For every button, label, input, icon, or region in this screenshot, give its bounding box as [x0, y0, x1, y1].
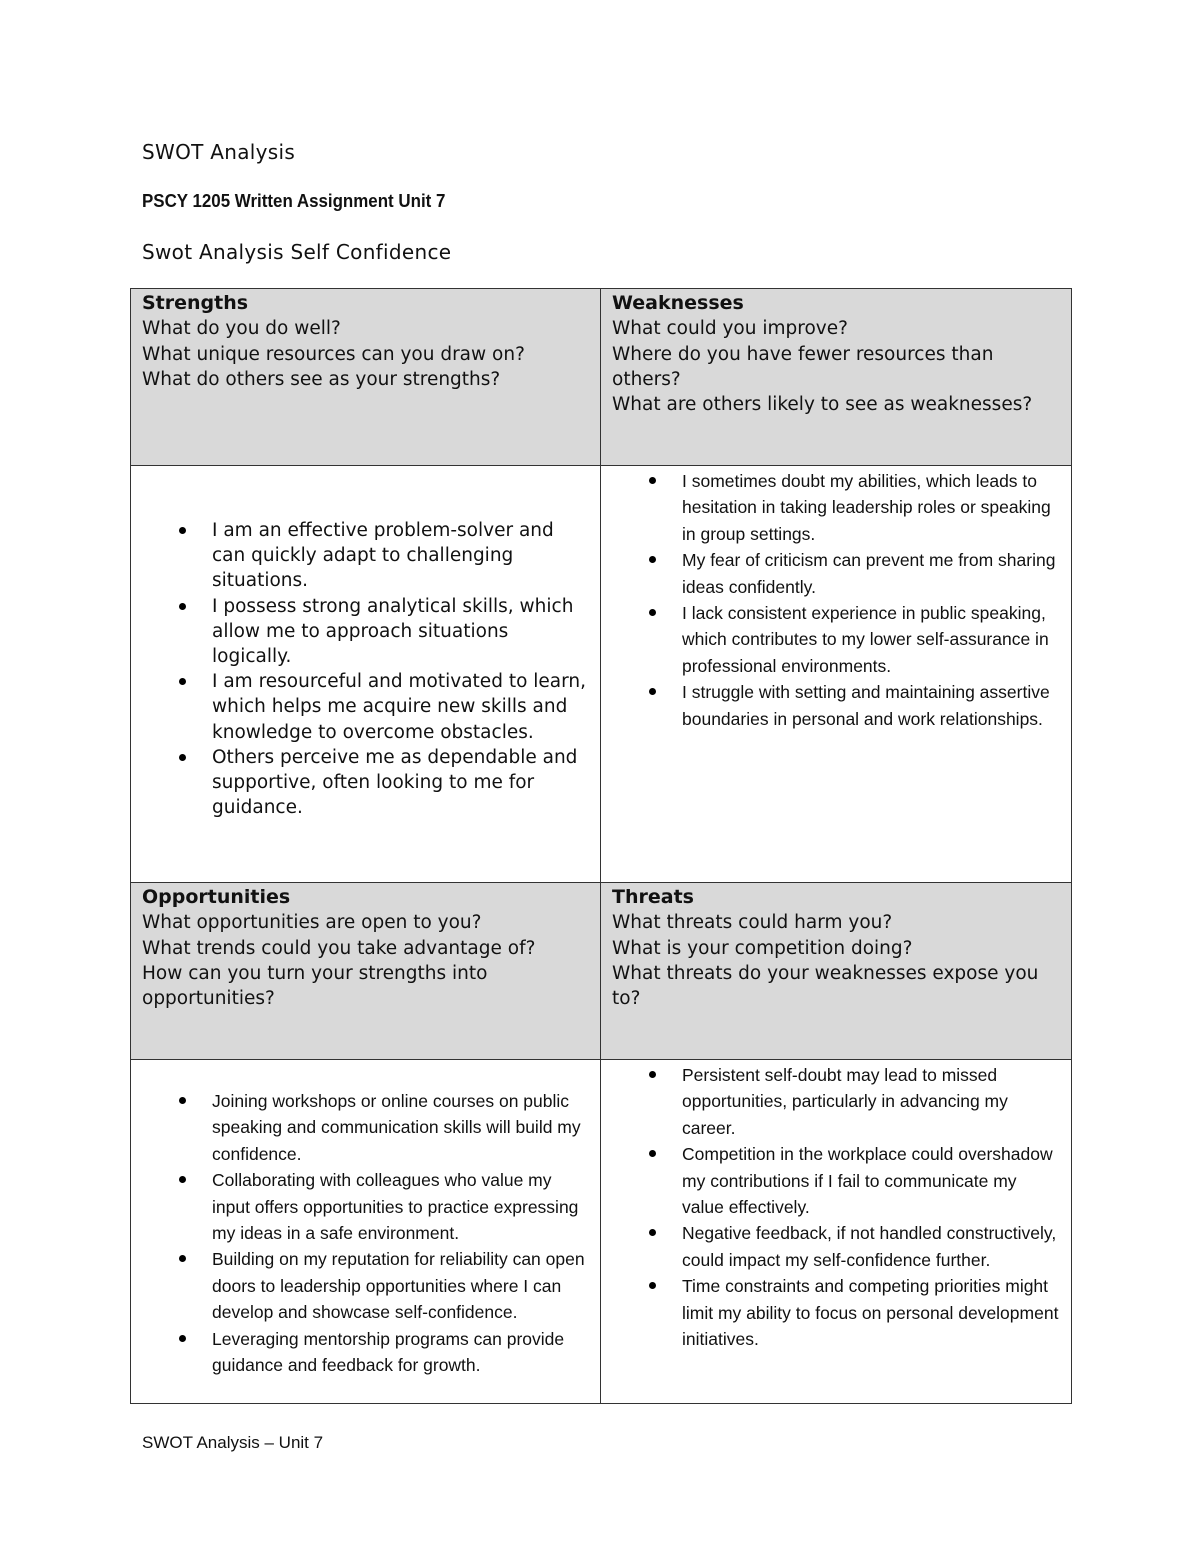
weaknesses-question: What could you improve?	[612, 318, 848, 340]
threats-item: Time constraints and competing priorities might limit my ability to focus on personal development initiatives.	[601, 1273, 1071, 1352]
threats-header-cell	[601, 883, 1072, 1060]
strengths-item: Others perceive me as dependable and supportive, often looking to me for guidance.	[131, 745, 600, 821]
opportunities-header-cell	[131, 883, 601, 1060]
weaknesses-question: What are others likely to see as weaknesses?	[612, 394, 1033, 416]
strengths-label: Strengths	[142, 292, 249, 314]
document-title: SWOT Analysis	[142, 140, 296, 164]
strengths-question: What unique resources can you draw on?	[142, 343, 525, 365]
page-footer: SWOT Analysis – Unit 7	[142, 1433, 324, 1452]
document-subtitle: PSCY 1205 Written Assignment Unit 7	[142, 191, 446, 211]
opportunities-content-cell	[131, 1060, 601, 1404]
weaknesses-question: Where do you have fewer resources than others?	[612, 343, 994, 390]
threats-item: Persistent self-doubt may lead to missed opportunities, particularly in advancing my career.	[601, 1062, 1071, 1141]
opportunities-question: How can you turn your strengths into opportunities?	[142, 962, 488, 1010]
strengths-question: What do you do well?	[142, 318, 341, 340]
threats-content-cell	[601, 1060, 1072, 1404]
opportunities-item: Joining workshops or online courses on public speaking and communication skills will build my confidence.	[131, 1088, 600, 1167]
opportunities-item: Collaborating with colleagues who value my input offers opportunities to practice expressing my ideas in a safe environment.	[131, 1167, 600, 1246]
weaknesses-item: I struggle with setting and maintaining assertive boundaries in personal and work relationships.	[601, 679, 1071, 732]
weaknesses-item: My fear of criticism can prevent me from sharing ideas confidently.	[601, 547, 1071, 600]
threats-question: What threats could harm you?	[612, 912, 893, 934]
weaknesses-header-cell	[601, 289, 1072, 466]
strengths-header-cell	[131, 289, 601, 466]
opportunities-list	[131, 1060, 600, 1378]
strengths-list	[131, 466, 600, 820]
strengths-item: I possess strong analytical skills, which allow me to approach situations logically.	[131, 594, 600, 670]
threats-item: Negative feedback, if not handled constructively, could impact my self-confidence further.	[601, 1220, 1071, 1273]
threats-item: Competition in the workplace could overshadow my contributions if I fail to communicate my value effectively.	[601, 1141, 1071, 1220]
weaknesses-label: Weaknesses	[612, 292, 744, 314]
opportunities-question: What opportunities are open to you?	[142, 912, 482, 934]
strengths-item: I am resourceful and motivated to learn, which helps me acquire new skills and knowledge to overcome obstacles.	[131, 669, 600, 745]
threats-question: What is your competition doing?	[612, 937, 913, 959]
document-heading: Swot Analysis Self Confidence	[142, 240, 452, 264]
weaknesses-item: I lack consistent experience in public speaking, which contributes to my lower self-assurance in professional environments.	[601, 600, 1071, 679]
threats-question: What threats do your weaknesses expose you to?	[612, 962, 1039, 1010]
opportunities-question: What trends could you take advantage of?	[142, 937, 536, 959]
opportunities-item: Building on my reputation for reliability can open doors to leadership opportunities where I can develop and showcase self-confidence.	[131, 1246, 600, 1325]
weaknesses-list	[601, 466, 1071, 732]
strengths-question: What do others see as your strengths?	[142, 368, 501, 390]
threats-label: Threats	[612, 886, 694, 908]
opportunities-item: Leveraging mentorship programs can provide guidance and feedback for growth.	[131, 1326, 600, 1379]
strengths-item: I am an effective problem-solver and can quickly adapt to challenging situations.	[131, 518, 600, 594]
strengths-content-cell	[131, 466, 601, 883]
swot-table	[130, 288, 1072, 1404]
weaknesses-item: I sometimes doubt my abilities, which leads to hesitation in taking leadership roles or speaking in group settings.	[601, 468, 1071, 547]
threats-list	[601, 1060, 1071, 1352]
weaknesses-content-cell	[601, 466, 1072, 883]
opportunities-label: Opportunities	[142, 886, 291, 908]
